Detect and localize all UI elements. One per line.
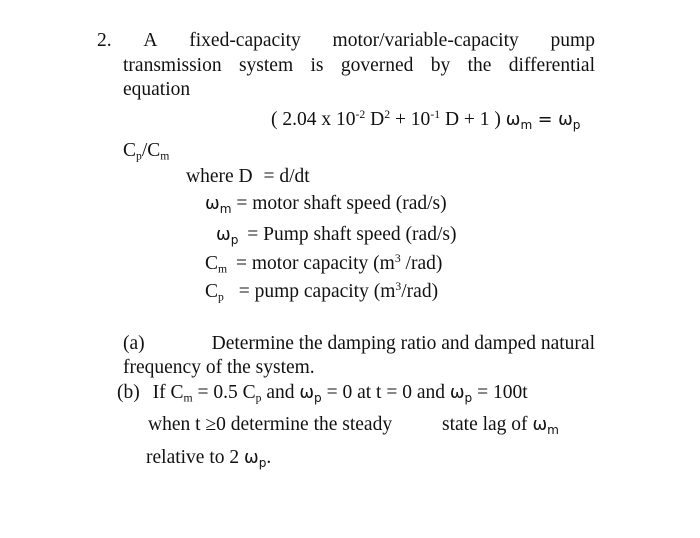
word: is: [310, 55, 324, 76]
omega-symbol: ω: [299, 383, 315, 403]
part-b-label: (b): [117, 382, 140, 403]
definition-d: where D = d/dt: [186, 166, 310, 187]
omega-symbol: ω: [216, 225, 231, 245]
definition-cm: $C_m$ = motor capacity ($m^3$ /rad): [205, 251, 443, 276]
part-a-line-2: frequency of the system.: [123, 357, 315, 378]
word: motor/variable-capacity: [332, 30, 519, 51]
part-b-line-3: relative to 2 $\omega_p$.: [146, 447, 272, 471]
word: governed: [340, 55, 414, 76]
definition-omega-p: $\omega_p$ = Pump shaft speed (rad/s): [216, 224, 457, 248]
omega-symbol: ω: [449, 383, 465, 403]
word: A: [143, 30, 158, 51]
problem-line-3: equation: [123, 79, 191, 100]
part-b-line-1: (b) If $C_m = 0.5$ $C_p$ and $\omega_p = 0$ at t = 0 and $\omega_p = 100t$: [117, 382, 528, 406]
problem-line-1: [97, 31, 595, 51]
problem-line-2: [123, 56, 595, 76]
part-b-line-2: when t ≥0 determine the steady: [148, 414, 393, 435]
word: pump: [550, 30, 595, 51]
word: fixed-capacity: [189, 30, 301, 51]
omega-symbol: ω: [532, 415, 548, 435]
capacity-ratio: $C_p/C_m$: [123, 140, 170, 163]
omega-symbol: ω: [244, 448, 259, 468]
word: system: [238, 55, 294, 76]
definition-cp: $C_p$ = pump capacity $(m^3/rad)$: [205, 279, 439, 304]
omega-symbol: ω: [558, 110, 573, 130]
part-a-label: (a): [123, 333, 145, 354]
governing-equation: ( 2.04 x $10^{-2}$ $D^2 + 10^{-1}$ D + 1 ) $\omega_m = \omega_p$: [271, 107, 581, 133]
omega-symbol: ω: [205, 194, 220, 214]
problem-number: 2.: [97, 30, 112, 51]
omega-symbol: ω: [505, 110, 521, 130]
word: by: [430, 55, 451, 76]
definition-omega-m: $\omega_m$ = motor shaft speed (rad/s): [205, 193, 447, 217]
part-a-line-1: (a) Determine the damping ratio and damped natural: [123, 333, 595, 354]
part-b-line-2-lag: state lag of $\omega_m$: [442, 414, 559, 438]
word: the: [467, 55, 492, 76]
word: transmission: [123, 55, 222, 76]
word: differential: [508, 55, 595, 76]
